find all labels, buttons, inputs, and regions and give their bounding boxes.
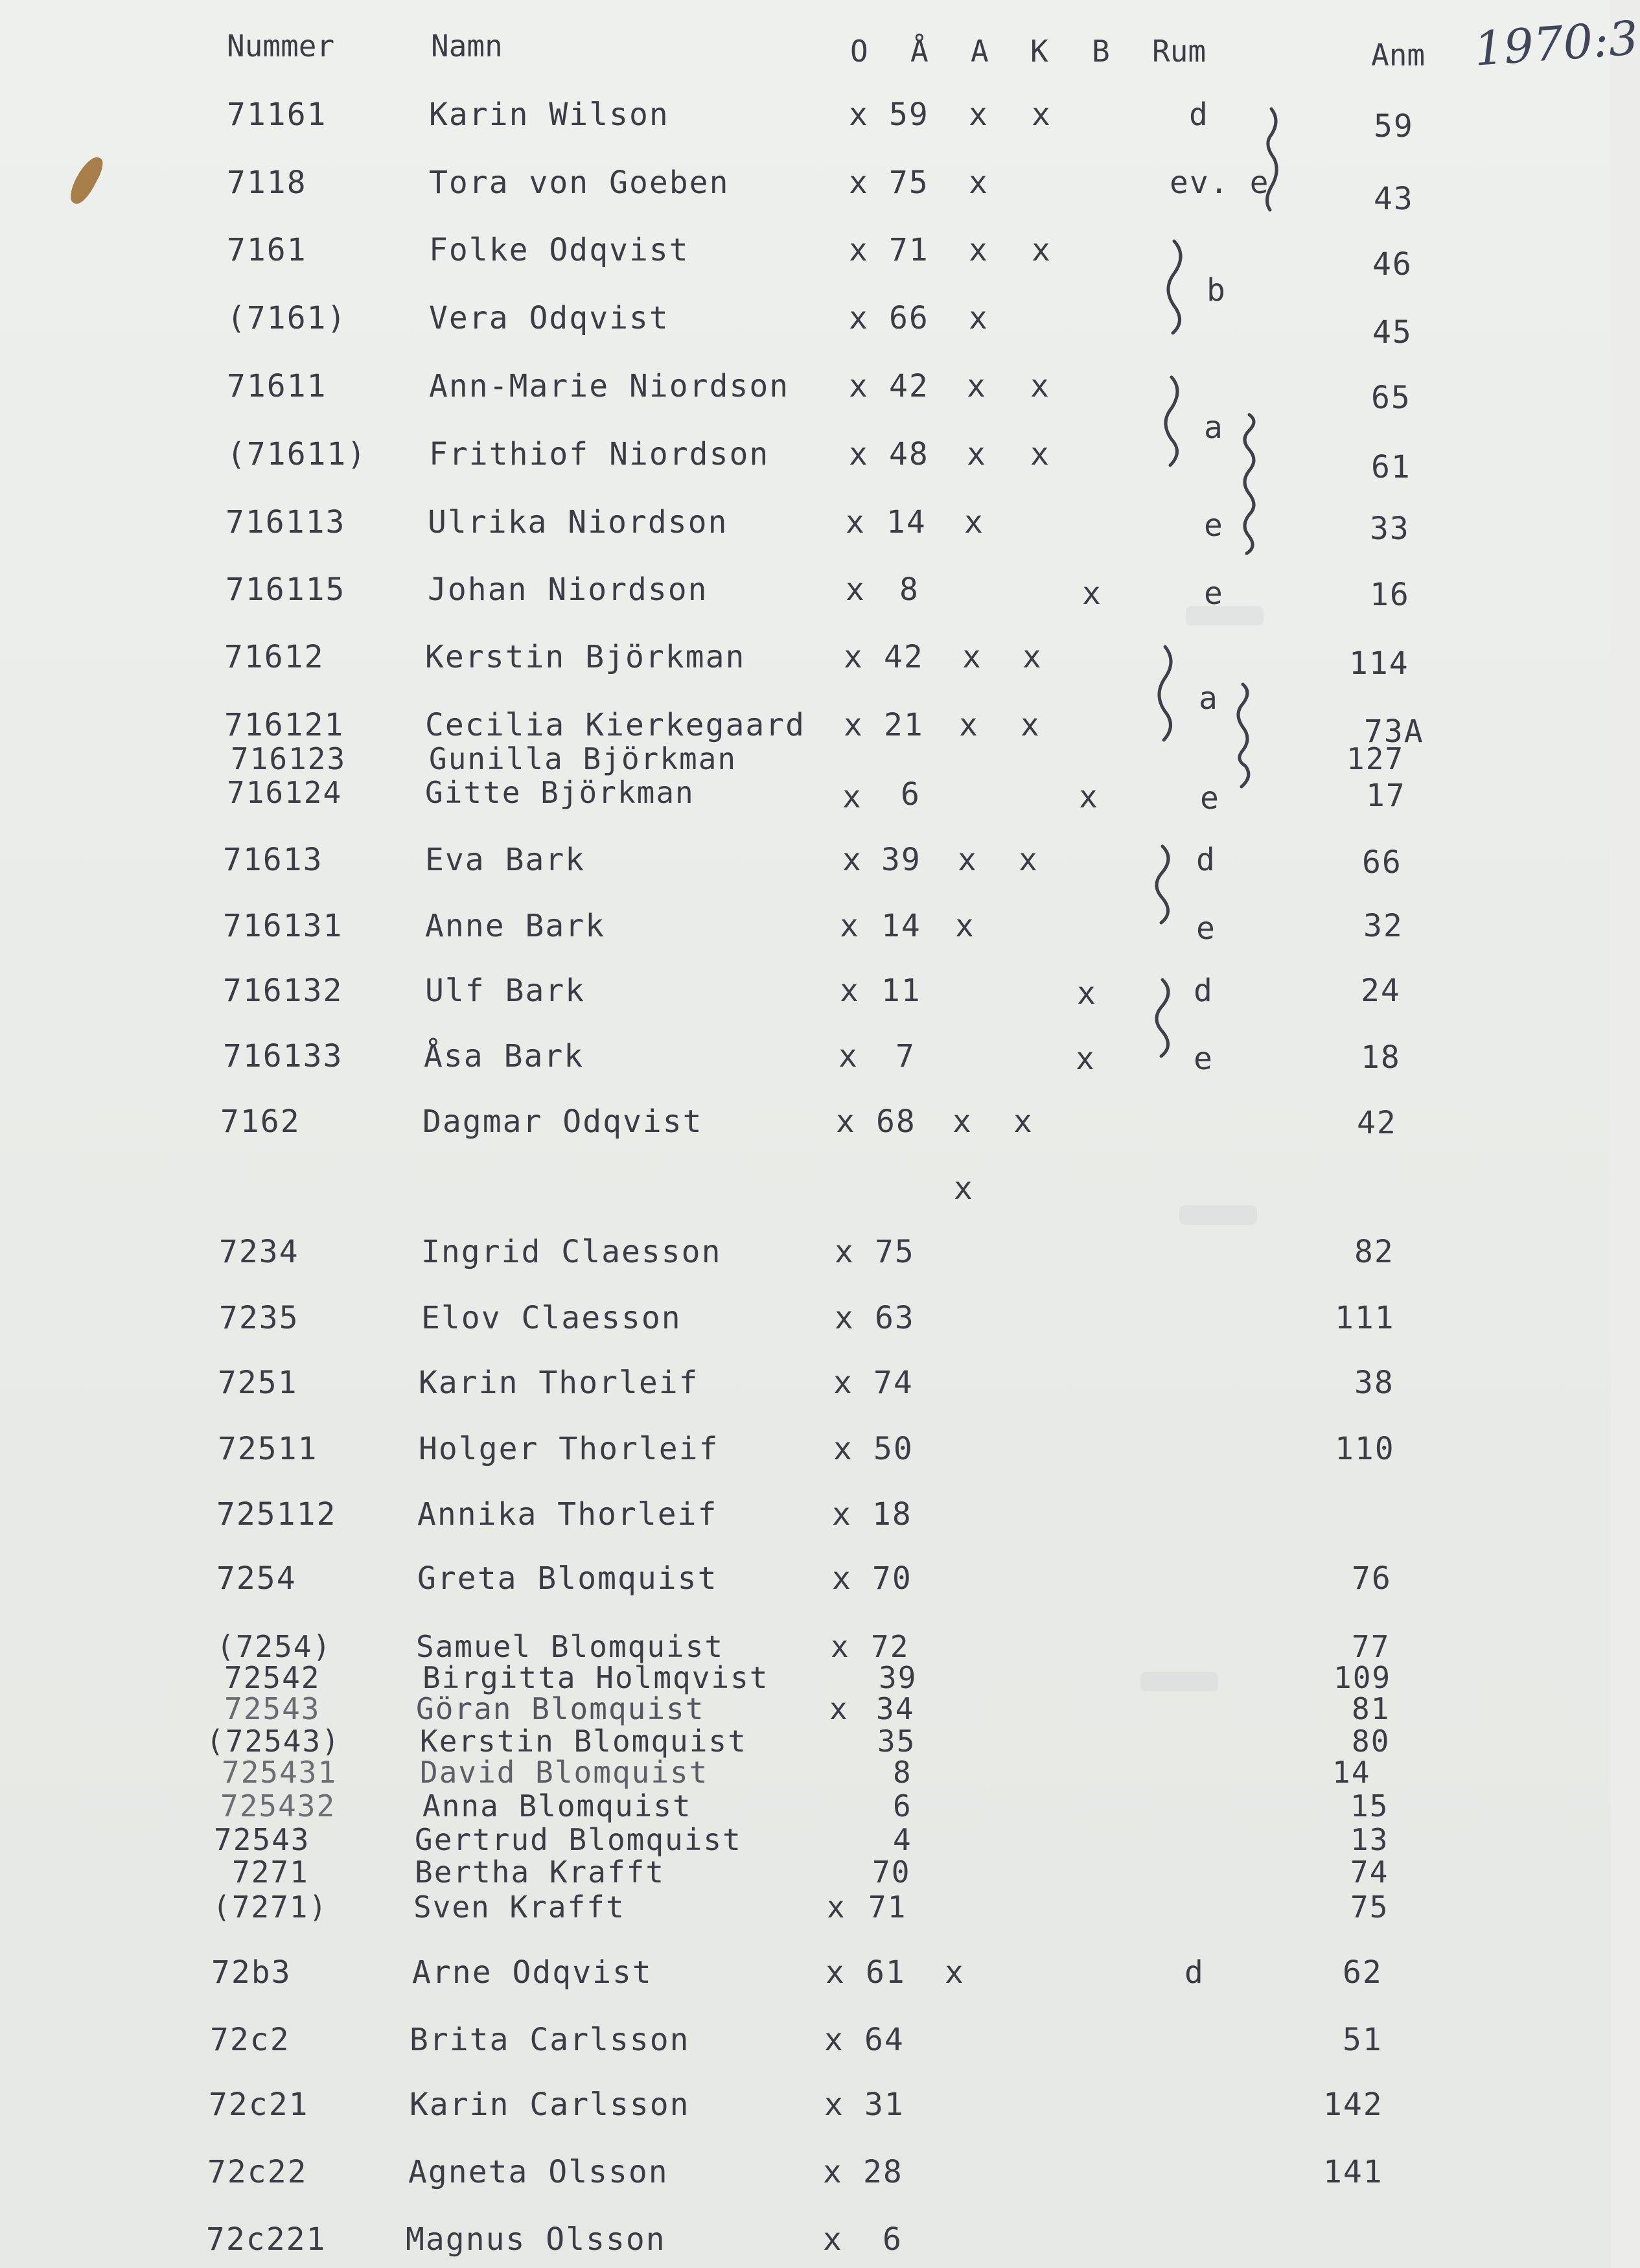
cell-b: x — [1076, 1041, 1096, 1077]
cell-anm: 80 — [1352, 1724, 1391, 1759]
cell-k: x — [1021, 707, 1041, 743]
cell-anm: 75 — [1350, 1890, 1389, 1925]
cell-namn: Gitte Björkman — [425, 775, 695, 810]
cell-a: x — [967, 368, 987, 404]
cell-age: 50 — [873, 1431, 914, 1467]
cell-o: x — [823, 2154, 843, 2190]
cell-anm: 17 — [1366, 778, 1406, 814]
stray-x-mark: x — [954, 1170, 974, 1207]
cell-anm: 18 — [1361, 1039, 1401, 1076]
cell-rum: e — [1196, 910, 1216, 947]
bracket-niordson-a-right — [1245, 415, 1254, 553]
cell-anm: 110 — [1335, 1431, 1395, 1467]
cell-rum: d — [1184, 1954, 1205, 1991]
cell-o: x — [849, 165, 869, 201]
cell-o: x — [840, 908, 860, 944]
cell-anm: 14 — [1332, 1755, 1371, 1790]
header-namn: Namn — [431, 29, 503, 64]
cell-age: 42 — [889, 368, 929, 404]
cell-nummer: 716113 — [225, 504, 346, 540]
cell-age: 72 — [871, 1629, 910, 1664]
cell-age: 63 — [875, 1300, 915, 1336]
cell-age: 48 — [889, 436, 929, 472]
cell-namn: Agneta Olsson — [408, 2154, 669, 2190]
cell-namn: Ulrika Niordson — [428, 504, 728, 540]
cell-age: 8 — [893, 1755, 912, 1790]
cell-o: x — [846, 572, 866, 608]
cell-nummer: 72543 — [224, 1691, 321, 1726]
bracket-bark-e — [1157, 980, 1168, 1056]
cell-a: x — [964, 504, 984, 540]
cell-nummer: 71613 — [223, 842, 323, 878]
group-label-b: b — [1207, 272, 1227, 308]
cell-anm: 111 — [1335, 1300, 1395, 1336]
cell-nummer: 716115 — [225, 572, 346, 608]
cell-namn: Karin Carlsson — [410, 2087, 690, 2123]
cell-anm: 82 — [1354, 1234, 1394, 1270]
cell-nummer: 725112 — [216, 1496, 337, 1533]
cell-namn: Sven Krafft — [413, 1890, 625, 1925]
header-a: A — [971, 34, 989, 69]
cell-nummer: 7251 — [218, 1365, 298, 1401]
cell-nummer: 71612 — [224, 639, 325, 675]
cell-age: 6 — [901, 776, 921, 813]
cell-anm: 51 — [1343, 2022, 1383, 2058]
cell-o: x — [833, 1365, 853, 1401]
cell-age: 68 — [876, 1104, 916, 1140]
cell-namn: Karin Thorleif — [419, 1365, 699, 1401]
cell-k: x — [1013, 1104, 1034, 1140]
cell-nummer: 725432 — [220, 1788, 336, 1823]
cell-namn: Arne Odqvist — [412, 1954, 653, 1991]
cell-anm: 81 — [1352, 1691, 1391, 1726]
cell-age: 8 — [899, 572, 919, 608]
cell-age: 31 — [864, 2087, 905, 2123]
cell-a: x — [958, 842, 978, 878]
cell-nummer: 72542 — [224, 1660, 321, 1695]
cell-anm: 76 — [1352, 1560, 1392, 1597]
cell-namn: Samuel Blomquist — [416, 1629, 724, 1664]
cell-o: x — [832, 1560, 852, 1597]
cell-age: 14 — [881, 908, 921, 944]
cell-age: 14 — [886, 504, 927, 540]
cell-a: x — [969, 165, 989, 201]
cell-age: 74 — [873, 1365, 914, 1401]
cell-age: 6 — [893, 1788, 912, 1823]
cell-rum: d — [1189, 97, 1209, 133]
cell-namn: Bertha Krafft — [415, 1855, 665, 1890]
cell-o: x — [835, 1234, 855, 1270]
bracket-niordson-a-left — [1166, 377, 1177, 465]
bracket-wilson-goeben — [1267, 109, 1276, 210]
cell-namn: Brita Carlsson — [410, 2022, 690, 2058]
cell-namn: Eva Bark — [425, 842, 586, 878]
cell-anm: 77 — [1352, 1629, 1391, 1664]
cell-namn: Dagmar Odqvist — [422, 1104, 703, 1140]
cell-nummer: (7161) — [227, 300, 347, 336]
cell-nummer: 716132 — [223, 973, 343, 1009]
cell-age: 70 — [872, 1560, 912, 1597]
cell-o: x — [823, 2221, 843, 2258]
cell-age: 39 — [881, 842, 921, 878]
cell-anm: 74 — [1350, 1855, 1389, 1890]
bleed-through-mark — [1186, 606, 1264, 625]
cell-k: x — [1030, 368, 1050, 404]
cell-age: 34 — [876, 1691, 915, 1726]
cell-anm: 15 — [1350, 1788, 1389, 1823]
cell-o: x — [844, 707, 864, 743]
cell-o: x — [849, 368, 869, 404]
cell-o: x — [849, 300, 869, 336]
cell-namn: Elov Claesson — [421, 1300, 682, 1336]
cell-anm: 32 — [1363, 908, 1403, 944]
cell-rum: e — [1204, 575, 1224, 612]
cell-anm: 141 — [1323, 2154, 1383, 2190]
cell-nummer: 7234 — [219, 1234, 299, 1270]
cell-nummer: 716123 — [231, 741, 347, 776]
cell-o: x — [824, 2087, 844, 2123]
cell-anm: 16 — [1370, 577, 1410, 613]
cell-o: x — [827, 1890, 846, 1925]
cell-a: x — [969, 97, 989, 133]
header-aa: Å — [910, 34, 929, 69]
cell-rum: e — [1200, 780, 1220, 816]
cell-anm: 142 — [1323, 2087, 1383, 2123]
header-anm: Anm — [1371, 38, 1426, 73]
cell-nummer: (72543) — [206, 1724, 341, 1759]
cell-a: x — [969, 300, 989, 336]
cell-anm: 43 — [1374, 181, 1414, 217]
cell-namn: Annika Thorleif — [417, 1496, 718, 1533]
cell-o: x — [844, 639, 864, 675]
group-label-a: a — [1204, 410, 1224, 446]
cell-k: x — [1022, 639, 1043, 675]
cell-age: 39 — [879, 1660, 918, 1695]
cell-a: x — [955, 908, 975, 944]
cell-nummer: 7118 — [227, 165, 307, 201]
cell-nummer: 72543 — [214, 1822, 310, 1857]
cell-o: x — [849, 436, 869, 472]
cell-anm: 65 — [1371, 380, 1411, 416]
cell-age: 66 — [889, 300, 929, 336]
cell-age: 42 — [884, 639, 924, 675]
bracket-odqvist-b — [1168, 241, 1181, 333]
cell-anm: 24 — [1361, 973, 1401, 1009]
cell-anm: 46 — [1372, 246, 1413, 283]
cell-age: 11 — [881, 973, 921, 1009]
cell-anm: 38 — [1354, 1365, 1394, 1401]
cell-rum: d — [1194, 973, 1214, 1009]
cell-o: x — [836, 1104, 856, 1140]
header-k: K — [1030, 34, 1048, 69]
cell-rum: e — [1204, 507, 1224, 544]
cell-namn: Ann-Marie Niordson — [429, 368, 790, 404]
cell-nummer: 72511 — [218, 1431, 318, 1467]
cell-anm: 59 — [1374, 108, 1414, 145]
cell-age: 71 — [889, 232, 929, 268]
cell-age: 61 — [866, 1954, 906, 1991]
cell-k: x — [1032, 232, 1052, 268]
cell-nummer: 72c22 — [207, 2154, 308, 2190]
cell-namn: Göran Blomquist — [416, 1691, 705, 1726]
cell-age: 75 — [875, 1234, 915, 1270]
cell-namn: Ingrid Claesson — [421, 1234, 722, 1270]
cell-anm: 33 — [1370, 511, 1410, 547]
cell-anm: 127 — [1346, 741, 1405, 776]
cell-namn: Folke Odqvist — [429, 232, 689, 268]
cell-nummer: 7254 — [216, 1560, 297, 1597]
cell-b: x — [1082, 575, 1102, 612]
cell-o: x — [838, 1038, 859, 1074]
cell-namn: Holger Thorleif — [419, 1431, 719, 1467]
cell-nummer: 7235 — [219, 1300, 299, 1336]
cell-o: x — [835, 1300, 855, 1336]
bleed-through-mark — [1179, 1205, 1257, 1225]
cell-namn: Ulf Bark — [425, 973, 586, 1009]
cell-o: x — [849, 97, 869, 133]
cell-namn: Kerstin Blomquist — [420, 1724, 747, 1759]
cell-age: 70 — [872, 1855, 911, 1890]
bleed-through-mark — [1140, 1672, 1218, 1691]
cell-namn: Greta Blomquist — [417, 1560, 718, 1597]
cell-a: x — [962, 639, 982, 675]
cell-o: x — [846, 504, 866, 540]
cell-nummer: (7254) — [216, 1629, 332, 1664]
cell-o: x — [824, 2022, 844, 2058]
bracket-bjorkman-a-right — [1238, 684, 1249, 787]
cell-nummer: 72c21 — [209, 2087, 309, 2123]
cell-age: 59 — [889, 97, 929, 133]
cell-namn: Anne Bark — [425, 908, 606, 944]
cell-nummer: 716131 — [223, 908, 343, 944]
cell-namn: Gunilla Björkman — [429, 741, 737, 776]
cell-age: 21 — [884, 707, 924, 743]
cell-anm: 114 — [1349, 645, 1409, 682]
cell-nummer: 716121 — [224, 707, 345, 743]
cell-age: 6 — [883, 2221, 903, 2258]
cell-nummer: 72c221 — [206, 2221, 327, 2258]
cell-nummer: 716124 — [227, 775, 343, 810]
cell-age: 35 — [877, 1724, 916, 1759]
cell-a: x — [959, 707, 979, 743]
cell-namn: Cecilia Kierkegaard — [425, 707, 806, 743]
cell-namn: Vera Odqvist — [429, 300, 669, 336]
cell-age: 75 — [889, 165, 929, 201]
cell-nummer: 72c2 — [210, 2022, 290, 2058]
cell-namn: Frithiof Niordson — [429, 436, 770, 472]
cell-anm: 45 — [1372, 314, 1413, 351]
cell-anm: 73A — [1364, 713, 1424, 750]
header-nummer: Nummer — [227, 29, 335, 64]
cell-age: 7 — [895, 1038, 916, 1074]
cell-namn: Anna Blomquist — [422, 1788, 692, 1823]
cell-nummer: 7271 — [232, 1855, 309, 1890]
cell-anm: 13 — [1350, 1822, 1389, 1857]
cell-o: x — [842, 842, 862, 878]
cell-nummer: 71611 — [227, 368, 327, 404]
cell-rum: e — [1194, 1041, 1214, 1077]
cell-anm: 62 — [1343, 1954, 1383, 1991]
cell-o: x — [842, 779, 862, 815]
cell-nummer: 71161 — [227, 97, 327, 133]
cell-nummer: 716133 — [223, 1038, 343, 1074]
bracket-bark-d — [1157, 846, 1168, 923]
cell-a: x — [969, 232, 989, 268]
cell-anm: 42 — [1357, 1105, 1397, 1141]
group-label-a: a — [1199, 680, 1219, 717]
cell-k: x — [1030, 436, 1050, 472]
header-o: O — [850, 34, 868, 69]
cell-nummer: 72b3 — [211, 1954, 292, 1991]
cell-age: 28 — [863, 2154, 903, 2190]
cell-nummer: 7161 — [227, 232, 307, 268]
handwritten-year-note: 1970:3 — [1472, 10, 1640, 76]
cell-namn: Magnus Olsson — [406, 2221, 666, 2258]
cell-a: x — [953, 1104, 973, 1140]
cell-o: x — [829, 1691, 849, 1726]
cell-namn: Johan Niordson — [428, 572, 708, 608]
header-b: B — [1092, 34, 1110, 69]
cell-age: 64 — [864, 2022, 905, 2058]
cell-rum: ev. e — [1170, 165, 1270, 201]
cell-namn: Tora von Goeben — [429, 165, 730, 201]
cell-namn: Åsa Bark — [424, 1038, 584, 1074]
header-rum: Rum — [1152, 34, 1207, 69]
cell-age: 18 — [872, 1496, 912, 1533]
cell-nummer: (71611) — [227, 436, 367, 472]
cell-age: 4 — [893, 1822, 912, 1857]
cell-a: x — [945, 1954, 965, 1991]
cell-rum: d — [1196, 842, 1216, 878]
cell-namn: Kerstin Björkman — [425, 639, 746, 675]
cell-o: x — [849, 232, 869, 268]
cell-namn: Birgitta Holmqvist — [422, 1660, 769, 1695]
cell-o: x — [826, 1954, 846, 1991]
cell-anm: 66 — [1362, 844, 1402, 881]
cell-b: x — [1077, 975, 1097, 1012]
cell-o: x — [840, 973, 860, 1009]
cell-age: 71 — [868, 1890, 907, 1925]
cell-anm: 109 — [1334, 1660, 1392, 1695]
cell-namn: David Blomquist — [420, 1755, 709, 1790]
cell-b: x — [1079, 779, 1099, 815]
cell-namn: Gertrud Blomquist — [415, 1822, 742, 1857]
cell-namn: Karin Wilson — [429, 97, 669, 133]
cell-nummer: 725431 — [222, 1755, 338, 1790]
cell-a: x — [967, 436, 987, 472]
cell-o: x — [831, 1629, 850, 1664]
cell-anm: 61 — [1371, 449, 1411, 485]
bracket-bjorkman-a-left — [1159, 647, 1171, 740]
cell-k: x — [1019, 842, 1039, 878]
cell-o: x — [832, 1496, 852, 1533]
cell-nummer: (7271) — [213, 1890, 329, 1925]
cell-o: x — [833, 1431, 853, 1467]
cell-k: x — [1032, 97, 1052, 133]
cell-nummer: 7162 — [220, 1104, 301, 1140]
